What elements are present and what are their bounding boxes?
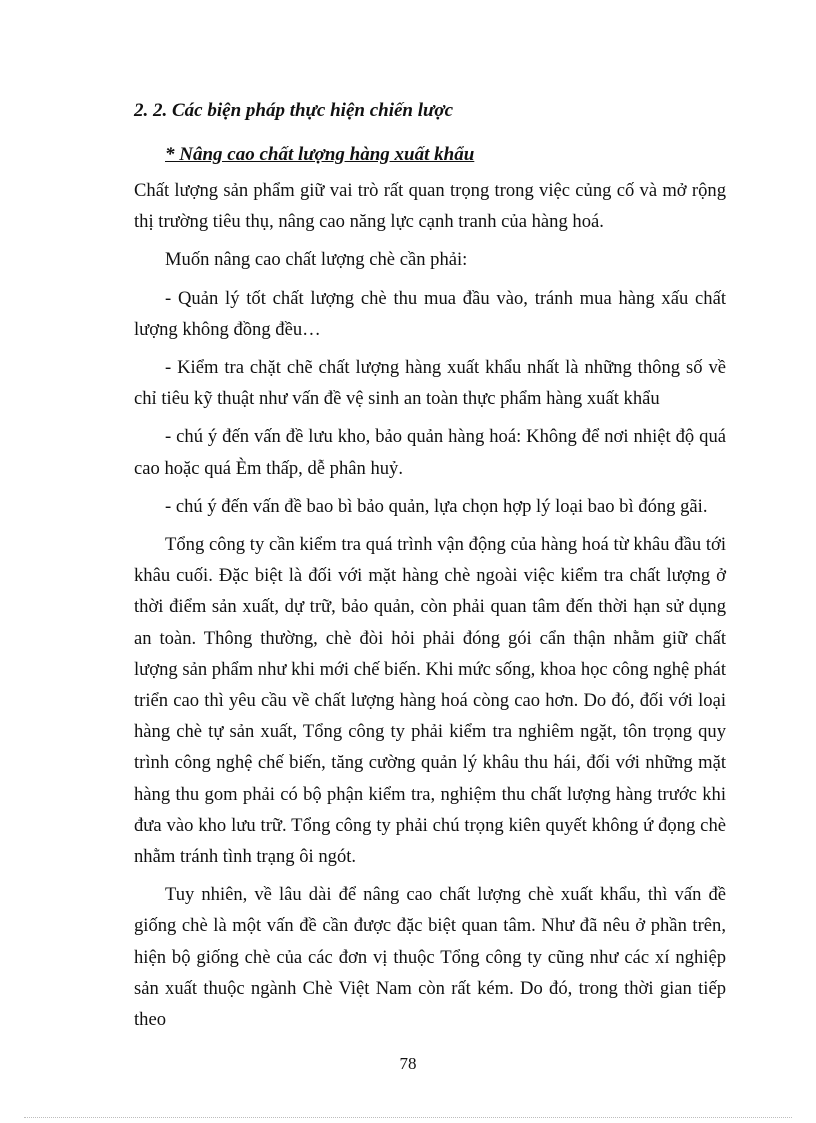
bullet-3: - chú ý đến vấn đề lưu kho, bảo quản hàng hoá: Không để nơi nhiệt độ quá cao hoặc quá Èm thấp, dễ phân huỷ. [134,426,726,479]
bottom-divider [24,1117,792,1118]
paragraph-4: Tuy nhiên, về lâu dài để nâng cao chất lượng chè xuất khẩu, thì vấn đề giống chè là một vấn đề cần được đặc biệt quan tâm. Như đã nêu ở phần trên, hiện bộ giống chè của các đơn vị thuộc Tổng công ty cũng như các xí nghiệp sản xuất thuộc ngành Chè Việt Nam còn rất kém. Do đó, trong thời gian tiếp theo [134,884,726,1031]
bullet-1: - Quản lý tốt chất lượng chè thu mua đầu vào, tránh mua hàng xấu chất lượng không đồng đều… [134,287,726,340]
section-heading: 2. 2. Các biện pháp thực hiện chiến lược [134,100,454,121]
paragraph-2: Muốn nâng cao chất lượng chè cần phải: [165,249,468,271]
subsection-heading: * Nâng cao chất lượng hàng xuất khẩu [165,144,475,165]
page-number: 78 [399,1054,417,1073]
paragraph-3: Tổng công ty cần kiểm tra quá trình vận động của hàng hoá từ khâu đầu tới khâu cuối. Đặc biệt là đối với mặt hàng chè ngoài việc kiểm tra chất lượng ở thời điểm sản xuất, dự trữ, bảo quản, còn phải quan tâm đến thời hạn sử dụng an toàn. Thông thường, chè đòi hỏi phải đóng gói cẩn thận nhằm giữ chất lượng sản phẩm như khi mới chế biến. Khi mức sống, khoa học công nghệ phát triển cao thì yêu cầu về chất lượng hàng hoá còng cao hơn. Do đó, đối với loại hàng chè tự sản xuất, Tổng công ty phải kiểm tra nghiêm ngặt, tôn trọng quy trình công nghệ chế biến, tăng cường quản lý khâu thu hái, đối với những mặt hàng thu gom phải có bộ phận kiểm tra, nghiệm thu chất lượng hàng trước khi đưa vào kho lưu trữ. Tổng công ty phải chú trọng kiên quyết không ứ đọng chè nhằm tránh tình trạng ôi ngót. [134,534,726,868]
bullet-4: - chú ý đến vấn đề bao bì bảo quản, lựa chọn hợp lý loại bao bì đóng gãi. [165,495,708,517]
bullet-2: - Kiểm tra chặt chẽ chất lượng hàng xuất khẩu nhất là những thông số về chỉ tiêu kỹ thuật như vấn đề vệ sinh an toàn thực phẩm hàng xuất khẩu [134,357,726,410]
paragraph-1: Chất lượng sản phẩm giữ vai trò rất quan trọng trong việc củng cố và mở rộng thị trường tiêu thụ, nâng cao năng lực cạnh tranh của hàng hoá. [134,180,726,233]
body-text [134,175,726,1042]
